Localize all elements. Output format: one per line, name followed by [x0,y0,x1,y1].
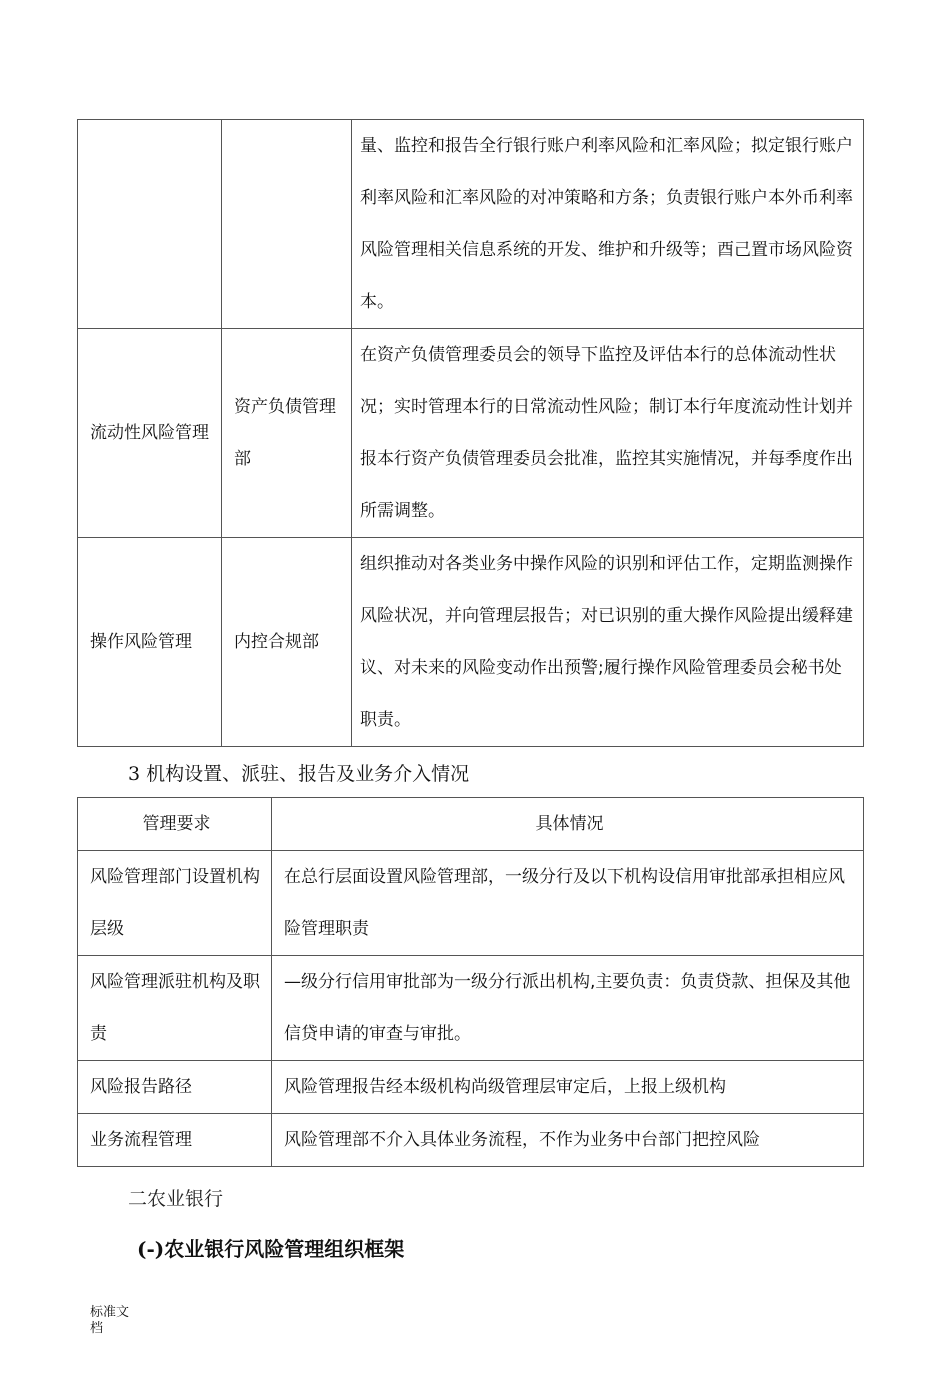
requirement-cell: 风险报告路径 [78,1061,272,1114]
detail-cell: —级分行信用审批部为一级分行派出机构,主要负责：负责贷款、担保及其他信贷申请的审查与审批。 [272,956,864,1061]
table-row [78,538,864,747]
duties-cell: 量、监控和报告全行银行账户利率风险和汇率风险；拟定银行账户利率风险和汇率风险的对冲策略和方条；负责银行账户本外币利率风险管理相关信息系统的开发、维护和升级等；酉己置市场风险资本。 [352,120,864,329]
risk-type-cell [78,120,222,329]
risk-duties-table [77,119,864,747]
department-cell: 资产负债管理部 [222,329,352,538]
detail-cell: 风险管理报告经本级机构尚级管理层审定后，上报上级机构 [272,1061,864,1114]
section-title: 二农业银行 [128,1188,224,1210]
requirement-cell: 风险管理派驻机构及职责 [78,956,272,1061]
requirement-cell: 业务流程管理 [78,1114,272,1167]
duties-cell: 在资产负债管理委员会的领导下监控及评估本行的总体流动性状况；实时管理本行的日常流动性风险；制订本行年度流动性计划并报本行资产负债管理委员会批准，监控其实施情况，并每季度作出所需调整。 [352,329,864,538]
table-header-row [78,798,864,851]
column-header: 具体情况 [272,798,864,851]
detail-cell: 风险管理部不介入具体业务流程，不作为业务中台部门把控风险 [272,1114,864,1167]
table-row [78,1061,864,1114]
org-setup-table [77,797,864,1167]
department-cell [222,120,352,329]
department-cell: 内控合规部 [222,538,352,747]
subsection-title: (-)农业银行风险管理组织框架 [137,1237,405,1261]
duties-cell: 组织推动对各类业务中操作风险的识别和评估工作，定期监测操作风险状况，并向管理层报告；对已识别的重大操作风险提出缓释建议、对未来的风险变动作出预警;履行操作风险管理委员会秘书处职责。 [352,538,864,747]
footer-label: 标准文档 [90,1305,130,1336]
table-row [78,851,864,956]
table-row [78,1114,864,1167]
risk-type-cell: 流动性风险管理 [78,329,222,538]
requirement-cell: 风险管理部门设置机构层级 [78,851,272,956]
detail-cell: 在总行层面设置风险管理部，一级分行及以下机构设信用审批部承担相应风险管理职责 [272,851,864,956]
table-row [78,120,864,329]
column-header: 管理要求 [78,798,272,851]
table-row [78,956,864,1061]
section-title: 3 机构设置、派驻、报告及业务介入情况 [128,763,470,785]
table-row [78,329,864,538]
risk-type-cell: 操作风险管理 [78,538,222,747]
